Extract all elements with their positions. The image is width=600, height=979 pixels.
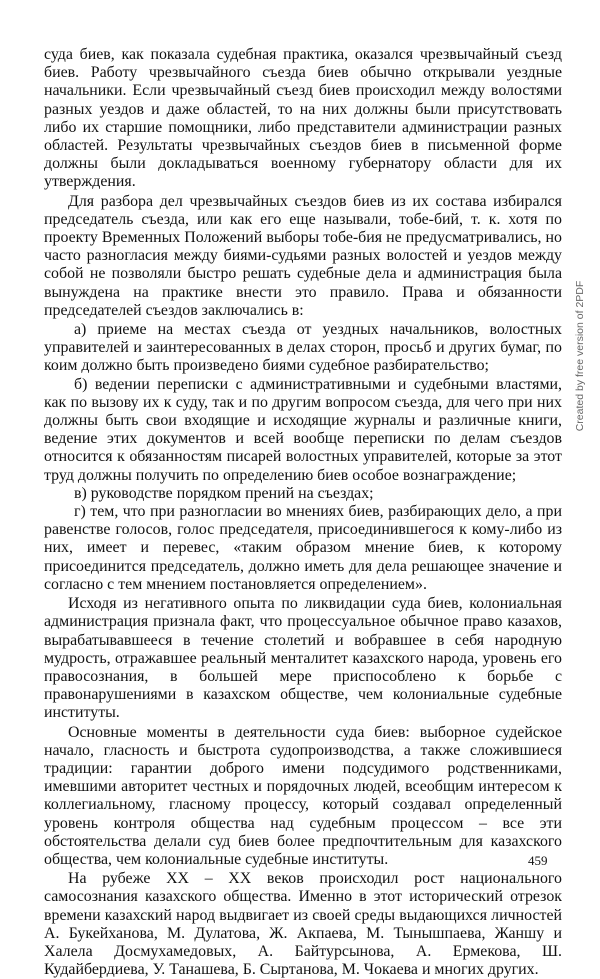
paragraph-2: Для разбора дел чрезвычайных съездов биев из их состава избирался председатель съезда, или как его еще называли, тобе-бий, т. к. хотя по проекту Временных Положений выборы тобе-бия не предусматривались, но часто разногласия между биями-судьями разных волостей и уездов между собой не позволяли быстро решать судебные дела и администрация была вынуждена на практике внести это правило. Права и обязанности председателей съездов заключались в: [44,192,562,319]
paragraph-4: Основные моменты в деятельности суда биев: выборное судейское начало, гласность и быстрота судопроизводства, а также сложившиеся традиции: гарантии доброго имени подсудимого родственниками, имевшими авторитет честных и порядочных людей, всеобщим интересом к коллегиальному, гласному процессу, который создавал определенный уровень контроля общества над судебным процессом – все эти обстоятельства делали суд биев более предпочтительным для казахского общества, чем колониальные судебные институты. [44,723,562,868]
page-body [44,46,562,979]
paragraph-5: На рубеже XX – XX веков происходил рост национального самосознания казахского общества. Именно в этот исторический отрезок времени казахский народ выдвигает из своей среды выдающихся личностей А. Букейханова, М. Дулатова, Ж. Акпаева, М. Тынышпаева, Жаншу и Халела Досмухамедовых, А. Байтурсынова, А. Ермекова, Ш. Кудайбердиева, У. Танашева, Б. Сыртанова, М. Чокаева и многих других. [44,870,562,979]
watermark-container [574,280,592,432]
page-number: 459 [528,853,548,868]
paragraph-1: суда биев, как показала судебная практика, оказался чрезвычайный съезд биев. Работу чрезвычайного съезда биев обычно открывали уездные начальники. Если чрезвычайный съезд биев происходил между волостями разных уездов и даже областей, то на них должны были присутствовать либо их старшие помощники, либо представители администрации разных областей. Результаты чрезвычайных съездов биев в письменной форме должны были докладываться военному губернатору области для их утверждения. [44,46,562,191]
list-item-a: а) приеме на местах съезда от уездных начальников, волостных управителей и заинтересованных в делах сторон, просьб и других бумаг, по коим должно быть произведено биями судебное разбирательство; [44,321,562,375]
list-item-b: б) ведении переписки с административными и судебными властями, как по вызову их к суду, так и по другим вопросом съезда, для чего при них должны быть свои входящие и исходящие журналы и различные книги, ведение этих документов и всей вообще переписки по делам съездов относится к обязанностям писарей волостных управителей, которые за этот труд должны получить по определению биев особое вознаграждение; [44,375,562,484]
list-item-d: г) тем, что при разногласии во мнениях биев, разбирающих дело, а при равенстве голосов, голос председателя, присоединившегося к кому-либо из них, имеет и перевес, «таким образом мнение биев, к которому присоединится председатель, должно иметь для дела решающее значение и согласно с тем мнением постановляется определением». [44,503,562,593]
list-item-c: в) руководстве порядком прений на съездах; [74,484,374,502]
paragraph-3: Исходя из негативного опыта по ликвидации суда биев, колониальная администрация признала факт, что процессуальное обычное право казахов, вырабатывавшееся в течение столетий и вобравшее в себя народную мудрость, отражавшее реальный менталитет казахского народа, уровень его правосознания, в большей мере приспособлено к борьбе с правонарушениями в казахском обществе, чем колониальные судебные институты. [44,595,562,722]
watermark-text: Created by free version of 2PDF [574,280,586,432]
